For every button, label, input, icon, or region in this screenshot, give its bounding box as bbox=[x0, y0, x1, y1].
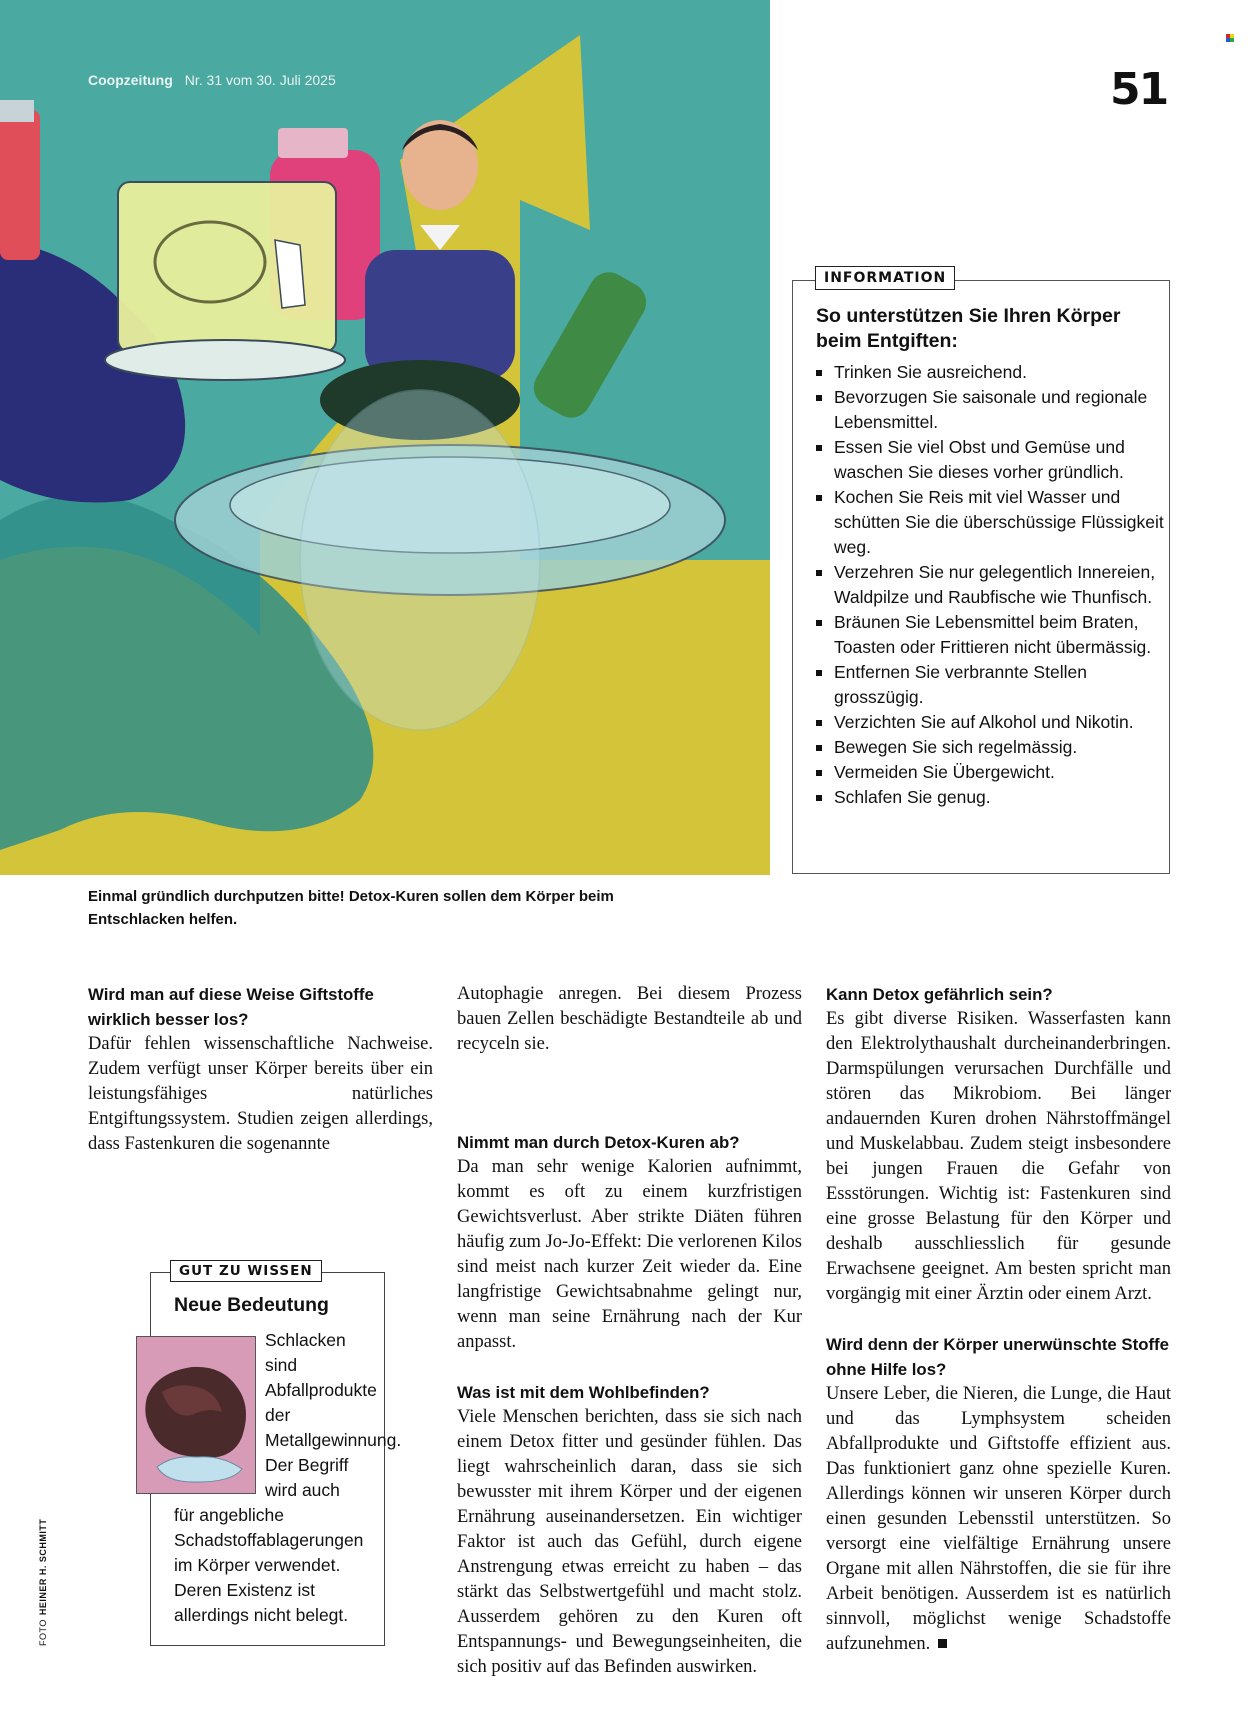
information-list bbox=[816, 360, 1166, 810]
list-item: Kochen Sie Reis mit viel Wasser und schütten Sie die überschüssige Flüssigkeit weg. bbox=[816, 485, 1166, 560]
section-heading: Nimmt man durch Detox-Kuren ab? bbox=[457, 1133, 740, 1152]
list-item: Bräunen Sie Lebensmittel beim Braten, Toasten oder Frittieren nicht übermässig. bbox=[816, 610, 1166, 660]
section-body bbox=[826, 1382, 1171, 1657]
photo-credit-label: FOTO bbox=[38, 1619, 48, 1646]
article-column-2 bbox=[457, 1130, 802, 1680]
article-column-1 bbox=[88, 982, 433, 1154]
masthead bbox=[88, 72, 336, 88]
information-label: INFORMATION bbox=[815, 266, 955, 290]
detox-illustration-meditating-man-icon bbox=[0, 0, 770, 875]
list-item: Essen Sie viel Obst und Gemüse und waschen Sie dieses vorher gründlich. bbox=[816, 435, 1166, 485]
print-color-marks bbox=[1226, 34, 1234, 42]
list-item: Vermeiden Sie Übergewicht. bbox=[816, 760, 1166, 785]
information-title: So unterstützen Sie Ihren Körper beim Entgiften: bbox=[816, 305, 1121, 352]
list-item: Trinken Sie ausreichend. bbox=[816, 360, 1166, 385]
list-item: Verzehren Sie nur gelegentlich Innereien, Waldpilze und Raubfische wie Thunfisch. bbox=[816, 560, 1166, 610]
section-heading: Was ist mit dem Wohlbefinden? bbox=[457, 1383, 710, 1402]
article-column-3 bbox=[826, 982, 1171, 1657]
good-to-know-text-top: Schlacken sind Abfallprodukte der Metallgewinnung. Der Begriff wird auch bbox=[265, 1330, 402, 1500]
section-body-continuation: Autophagie anregen. Bei diesem Prozess bauen Zellen beschädigte Bestandteile ab und recyceln sie. bbox=[457, 984, 802, 1054]
section-body: Da man sehr wenige Kalorien aufnimmt, kommt es oft zu einem kurzfristigen Gewichtsverlust. Aber strikte Diäten führen häufig zum Jo-Jo-Effekt: Die verlorenen Kilos sind meist nach kurzer Zeit wieder da. Eine langfristige Gewichtsabnahme gelingt nur, wenn man seine Ernährung nach der Kur anpasst. bbox=[457, 1157, 802, 1352]
slag-rock-icon bbox=[136, 1336, 256, 1494]
list-item: Schlafen Sie genug. bbox=[816, 785, 1166, 810]
list-item: Entfernen Sie verbrannte Stellen grosszügig. bbox=[816, 660, 1166, 710]
list-item: Bevorzugen Sie saisonale und regionale Lebensmittel. bbox=[816, 385, 1166, 435]
list-item: Verzichten Sie auf Alkohol und Nikotin. bbox=[816, 710, 1166, 735]
good-to-know-text-bottom: für angebliche Schadstoffablagerungen im Körper verwendet. Deren Existenz ist allerdings nicht belegt. bbox=[174, 1505, 364, 1625]
masthead-issue: Nr. 31 vom 30. Juli 2025 bbox=[184, 72, 336, 88]
end-mark-icon bbox=[938, 1639, 947, 1648]
masthead-brand: Coopzeitung bbox=[88, 72, 173, 88]
section-heading: Kann Detox gefährlich sein? bbox=[826, 985, 1053, 1004]
image-caption: Einmal gründlich durchputzen bitte! Detox-Kuren sollen dem Körper beim Entschlacken helfen. bbox=[88, 888, 614, 928]
section-heading: Wird man auf diese Weise Giftstoffe wirklich besser los? bbox=[88, 985, 374, 1029]
section-body: Dafür fehlen wissenschaftliche Nachweise. Zudem verfügt unser Körper bereits über ein leistungsfähiges natürliches Entgiftungssystem. Studien zeigen allerdings, dass Fastenkuren die sogenannte bbox=[88, 1034, 433, 1154]
good-to-know-title: Neue Bedeutung bbox=[174, 1294, 329, 1316]
article-column-2-continuation bbox=[457, 982, 802, 1057]
list-item: Bewegen Sie sich regelmässig. bbox=[816, 735, 1166, 760]
photo-credit bbox=[38, 1519, 48, 1646]
section-body: Es gibt diverse Risiken. Wasserfasten kann den Elektrolythaushalt durcheinanderbringen. Darmspülungen verursachen Durchfälle und stören das Mikrobiom. Bei länger andauernden Kuren drohen Nährstoffmängel und Muskelabbau. Zudem steigt insbesondere bei jungen Frauen die Gefahr von Essstörungen. Wichtig ist: Fastenkuren sind eine grosse Belastung für den Körper und deshalb ausschliesslich für gesunde Erwachsene geeignet. Am besten spricht man vorgängig mit einer Ärztin oder einem Arzt. bbox=[826, 1009, 1171, 1304]
section-body-text: Unsere Leber, die Nieren, die Lunge, die Haut und das Lymphsystem scheiden Abfallprodukte und Giftstoffe effizient aus. Das funktioniert ganz ohne spezielle Kuren. Allerdings können wir unseren Körper durch einen gesunden Lebensstil unterstützen. So versorgt eine vielfältige Ernährung unsere Organe mit allen Nährstoffen, die sie für ihre Arbeit benötigen. Ausserdem ist es natürlich sinnvoll, möglichst wenige Schadstoffe aufzunehmen. bbox=[826, 1384, 1171, 1654]
hero-illustration bbox=[0, 0, 770, 875]
good-to-know-label: GUT ZU WISSEN bbox=[170, 1260, 322, 1282]
section-body: Viele Menschen berichten, dass sie sich nach einem Detox fitter und gesünder fühlen. Das liegt wahrscheinlich daran, dass sie sich bewusster mit ihrem Körper und der eigenen Ernährung auseinandersetzen. Ein wichtiger Faktor ist auch das Gefühl, durch eigene Anstrengung etwas erreicht zu haben – das stärkt das Selbstwertgefühl und macht stolz. Ausserdem gehören zu den Kuren oft Entspannungs- und Bewegungseinheiten, die sich positiv auf das Befinden auswirken. bbox=[457, 1407, 802, 1677]
section-heading: Wird denn der Körper unerwünschte Stoffe ohne Hilfe los? bbox=[826, 1335, 1169, 1379]
page-number: 51 bbox=[1110, 64, 1168, 115]
photo-credit-name: HEINER H. SCHMITT bbox=[38, 1518, 48, 1616]
